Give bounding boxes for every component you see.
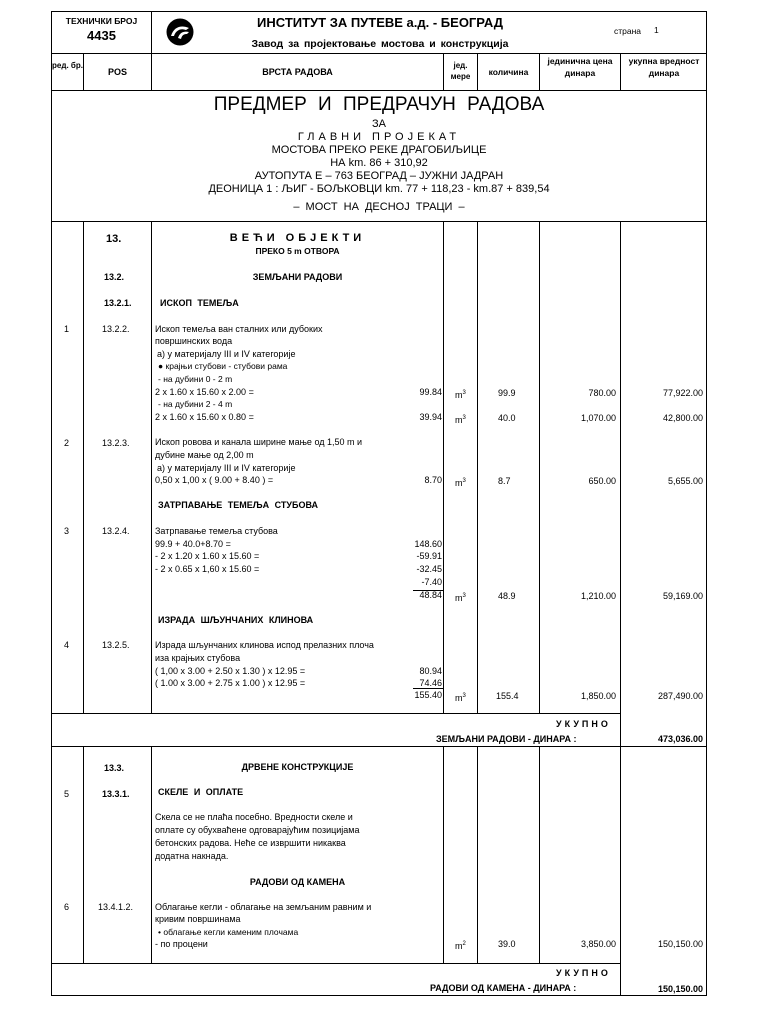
institute-logo [165, 17, 195, 47]
unit-exponent: 3 [462, 593, 466, 599]
item-4-unit [455, 691, 466, 704]
item-4-total: 287,490.00 [657, 691, 703, 701]
section-13-number: 13. [106, 233, 122, 245]
total-2-value: 150,150.00 [657, 984, 703, 994]
unit-text: m [455, 693, 463, 703]
item-3-calc-3-value: -32.45 [416, 564, 442, 574]
page-label: страна [614, 26, 642, 36]
item-6-price: 3,850.00 [580, 939, 616, 949]
title-project: ГЛАВНИ ПРОЈЕКАТ [297, 131, 461, 143]
item-4-number: 4 [64, 640, 70, 650]
item-1-qty-1: 99.9 [498, 388, 516, 398]
tech-number-label: ТЕХНИЧКИ БРОЈ [65, 16, 138, 26]
item-1-unit-2 [455, 413, 466, 426]
col-pos-header: POS [107, 67, 127, 77]
item-1-unit-1 [455, 388, 466, 401]
item-5-title: СКЕЛЕ И ОПЛАТЕ [158, 787, 244, 797]
item-1-calc-1: 2 x 1.60 x 15.60 x 2.00 = [155, 387, 254, 397]
unit-text: m [455, 593, 463, 603]
unit-text: m [455, 390, 463, 400]
subsection-stone-title: РАДОВИ ОД КАМЕНА [249, 877, 346, 887]
item-6-unit [455, 939, 466, 952]
item-2-calc: 0,50 x 1,00 x ( 9.00 + 8.40 ) = [155, 475, 274, 485]
item-3-calc-4-value: -7.40 [421, 577, 442, 587]
item-3-desc-1: Затрпавање темеља стубова [155, 526, 278, 536]
item-4-calc-1: ( 1,00 x 3.00 + 2.50 x 1.30 ) x 12.95 = [155, 666, 306, 676]
item-2-desc-1: Ископ ровова и канала ширине мање од 1,50 m и [155, 437, 363, 447]
item-4-qty: 155.4 [496, 691, 519, 701]
item-4-calc-1-value: 80.94 [419, 666, 442, 676]
unit-exponent: 3 [462, 478, 466, 484]
item-1-desc-7: - на дубини 2 - 4 m [158, 399, 233, 409]
title-za: ЗА [372, 118, 386, 130]
section-13-3-number: 13.3. [104, 763, 125, 773]
total-2-label: УКУПНО [556, 968, 611, 978]
item-1-number: 1 [64, 324, 70, 334]
institute-name: ИНСТИТУТ ЗА ПУТЕВЕ а.д. - БЕОГРАД [257, 15, 503, 30]
item-5-desc-3: бетонских радова. Неће се извршити никаква [155, 838, 346, 848]
section-13-2-1-title: ИСКОП ТЕМЕЉА [160, 298, 239, 308]
item-3-pos: 13.2.4. [102, 526, 130, 536]
item-2-desc-3: а) у материјалу III и IV категорије [157, 463, 296, 473]
total-1-label: УКУПНО [556, 719, 611, 729]
section-13-2-title: ЗЕМЉАНИ РАДОВИ [252, 272, 343, 282]
item-3-qty: 48.9 [498, 591, 516, 601]
item-6-desc-2: кривим површинама [155, 914, 241, 924]
title-line-3: АУТОПУТА Е – 763 БЕОГРАД – ЈУЖНИ ЈАДРАН [254, 170, 504, 182]
item-1-desc-2: површинских вода [155, 336, 233, 346]
section-13-subtitle: ПРЕКО 5 m ОТВОРА [255, 246, 340, 256]
item-3-sum-value: 48.84 [419, 590, 442, 600]
item-4-sum-value: 155.40 [414, 690, 442, 700]
item-1-desc-1: Ископ темеља ван сталних или дубоких [155, 324, 323, 334]
col-type-header: ВРСТА РАДОВА [262, 67, 333, 77]
item-4-price: 1,850.00 [580, 691, 616, 701]
item-1-calc-2: 2 x 1.60 x 15.60 x 0.80 = [155, 412, 254, 422]
col-unit-header: јед. мере [450, 61, 471, 81]
col-no-header: ред. бр. [52, 61, 83, 70]
item-3-calc-1: 99.9 + 40.0+8.70 = [155, 539, 231, 549]
col-qty-header: количина [488, 67, 529, 77]
item-2-unit [455, 476, 466, 489]
item-3-price: 1,210.00 [580, 591, 616, 601]
item-6-pos: 13.4.1.2. [98, 902, 134, 912]
item-1-desc-3: а) у материјалу III и IV категорије [157, 349, 296, 359]
item-2-qty: 8.7 [498, 476, 511, 486]
unit-text: m [455, 478, 463, 488]
item-2-desc-2: дубине мање од 2,00 m [155, 450, 254, 460]
unit-text: m [455, 415, 463, 425]
section-13-3-title: ДРВЕНЕ КОНСТРУКЦИЈЕ [241, 762, 354, 772]
total-1-description: ЗЕМЉАНИ РАДОВИ - ДИНАРА : [436, 734, 577, 744]
title-line-4: ДЕОНИЦА 1 : ЉИГ - БОЉКОВЦИ km. 77 + 118,23 - km.87 + 839,54 [208, 183, 550, 195]
item-6-desc-1: Облагање кегли - облагање на земљаним равним и [155, 902, 372, 912]
tech-number: 4435 [87, 28, 116, 43]
item-1-calc-2-value: 39.94 [419, 412, 442, 422]
item-1-price-2: 1,070.00 [580, 413, 616, 423]
title-line-2: НА km. 86 + 310,92 [330, 157, 428, 169]
item-5-pos: 13.3.1. [102, 789, 130, 799]
item-3-calc-2-value: -59.91 [416, 551, 442, 561]
item-6-number: 6 [64, 902, 70, 912]
item-5-desc-4: додатна накнада. [155, 851, 229, 861]
item-3-unit [455, 591, 466, 604]
item-4-pos: 13.2.5. [102, 640, 130, 650]
total-2-description: РАДОВИ ОД КАМЕНА - ДИНАРА : [430, 983, 577, 993]
item-4-desc-2: иза крајњих стубова [155, 653, 241, 663]
total-1-value: 473,036.00 [657, 734, 703, 744]
item-1-total-2: 42,800.00 [662, 413, 703, 423]
item-6-desc-4: - по процени [155, 939, 208, 949]
col-unit-price-header: јединична цена динара [547, 56, 613, 78]
item-1-calc-1-value: 99.84 [419, 387, 442, 397]
item-4-calc-2-value: 74.46 [419, 678, 442, 688]
item-6-qty: 39.0 [498, 939, 516, 949]
unit-exponent: 3 [462, 415, 466, 421]
department-name: Завод за пројектовање мостова и конструкција [251, 38, 509, 50]
section-13-2-number: 13.2. [104, 272, 125, 282]
item-5-desc-1: Скела се не плаћа посебно. Вредности скеле и [155, 812, 353, 822]
item-3-calc-1-value: 148.60 [414, 539, 442, 549]
page-number: 1 [654, 25, 659, 35]
subsection-fill-title: ЗАТРПАВАЊЕ ТЕМЕЉА СТУБОВА [158, 500, 319, 510]
section-13-2-1-number: 13.2.1. [104, 298, 132, 308]
item-1-qty-2: 40.0 [498, 413, 516, 423]
item-1-desc-4: ● крајњи стубови - стубови рама [158, 361, 288, 371]
item-3-total: 59,169.00 [662, 591, 703, 601]
item-1-pos: 13.2.2. [102, 324, 130, 334]
item-2-pos: 13.2.3. [102, 438, 130, 448]
col-total-header: укупна вредност динара [628, 56, 700, 78]
unit-exponent: 2 [462, 941, 466, 947]
item-1-desc-5: - на дубини 0 - 2 m [158, 374, 233, 384]
item-3-calc-2: - 2 x 1.20 x 1.60 x 15.60 = [155, 551, 260, 561]
unit-exponent: 3 [462, 390, 466, 396]
item-6-desc-3: • облагање кегли каменим плочама [158, 927, 299, 937]
subsection-gravel-title: ИЗРАДА ШЉУНЧАНИХ КЛИНОВА [158, 615, 314, 625]
section-13-title: ВЕЋИ ОБЈЕКТИ [229, 232, 366, 244]
item-5-desc-2: оплате су обухваћене одговарајућим позицијама [155, 825, 360, 835]
item-4-desc-1: Израда шљунчаних клинова испод прелазних плоча [155, 640, 374, 650]
item-1-price-1: 780.00 [588, 388, 616, 398]
item-3-calc-3: - 2 x 0.65 x 1,60 x 15.60 = [155, 564, 260, 574]
item-1-total-1: 77,922.00 [662, 388, 703, 398]
item-4-calc-2: ( 1.00 x 3.00 + 2.75 x 1.00 ) x 12.95 = [155, 678, 306, 688]
item-3-number: 3 [64, 526, 70, 536]
item-5-number: 5 [64, 789, 70, 799]
unit-text: m [455, 941, 463, 951]
document-title: ПРЕДМЕР И ПРЕДРАЧУН РАДОВА [213, 94, 545, 115]
item-2-calc-value: 8.70 [424, 475, 442, 485]
item-2-total: 5,655.00 [667, 476, 703, 486]
title-line-1: МОСТОВА ПРЕКО РЕКЕ ДРАГОБИЉИЦЕ [271, 144, 487, 156]
unit-exponent: 3 [462, 693, 466, 699]
item-2-number: 2 [64, 438, 70, 448]
title-line-5: – МОСТ НА ДЕСНОЈ ТРАЦИ – [293, 201, 465, 213]
item-6-total: 150,150.00 [657, 939, 703, 949]
item-2-price: 650.00 [588, 476, 616, 486]
